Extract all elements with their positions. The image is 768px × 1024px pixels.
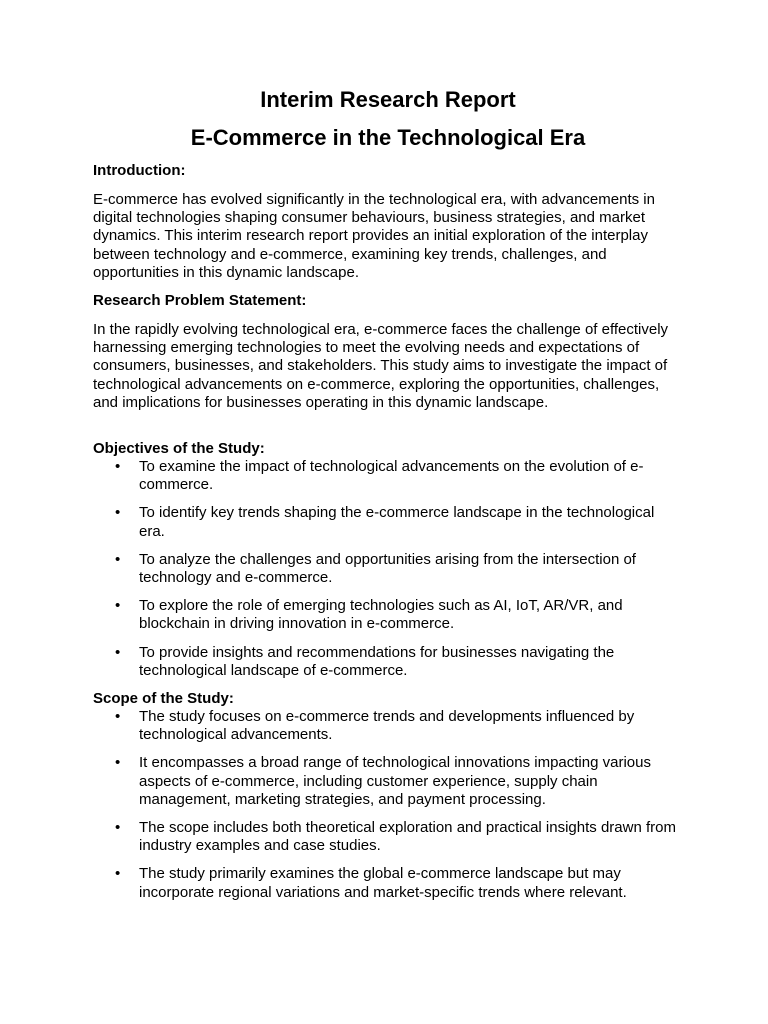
document-title: Interim Research Report bbox=[260, 87, 516, 112]
bullet-icon: • bbox=[115, 550, 121, 568]
bullet-icon: • bbox=[115, 708, 121, 726]
list-item: • To examine the impact of technological advancements on the evolution of e-commerce. bbox=[115, 458, 644, 494]
list-item: • To identify key trends shaping the e-commerce landscape in the technological era. bbox=[115, 504, 655, 540]
document-page bbox=[93, 86, 683, 912]
bullet-icon: • bbox=[115, 865, 121, 883]
scope-list bbox=[93, 708, 683, 902]
introduction-heading: Introduction: bbox=[93, 162, 186, 179]
introduction-paragraph: E-commerce has evolved significantly in the technological era, with advancements in digital technologies shaping consumer behaviours, business strategies, and market dynamics. This interim research report provides an initial exploration of the interplay between technology and e-commerce, examining key trends, challenges, and opportunities in this dynamic landscape. bbox=[93, 191, 655, 281]
objectives-list bbox=[93, 458, 683, 680]
bullet-icon: • bbox=[115, 754, 121, 772]
bullet-icon: • bbox=[115, 819, 121, 837]
problem-statement-paragraph: In the rapidly evolving technological era, e-commerce faces the challenge of effectively harnessing emerging technologies to meet the evolving needs and expectations of consumers, businesses, and stakeholders. This study aims to investigate the impact of technological advancements on e-commerce, exploring the opportunities, challenges, and implications for businesses operating in this dynamic landscape. bbox=[93, 321, 669, 411]
list-item: • To explore the role of emerging technologies such as AI, IoT, AR/VR, and blockchain in driving innovation in e-commerce. bbox=[115, 597, 623, 633]
list-item: • To provide insights and recommendations for businesses navigating the technological landscape of e-commerce. bbox=[115, 643, 615, 679]
document-subtitle: E-Commerce in the Technological Era bbox=[190, 125, 586, 150]
list-item: • The scope includes both theoretical exploration and practical insights drawn from industry examples and case studies. bbox=[115, 819, 676, 855]
bullet-icon: • bbox=[115, 504, 121, 522]
list-item: • The study focuses on e-commerce trends and developments influenced by technological advancements. bbox=[115, 708, 635, 744]
bullet-icon: • bbox=[115, 643, 121, 661]
objectives-heading: Objectives of the Study: bbox=[93, 440, 265, 458]
scope-heading: Scope of the Study: bbox=[93, 690, 234, 708]
list-item: • The study primarily examines the global e-commerce landscape but may incorporate regional variations and market-specific trends where relevant. bbox=[115, 865, 627, 901]
list-item: • To analyze the challenges and opportunities arising from the intersection of technology and e-commerce. bbox=[115, 550, 636, 587]
bullet-icon: • bbox=[115, 458, 121, 476]
problem-statement-heading: Research Problem Statement: bbox=[93, 292, 307, 310]
list-item: • It encompasses a broad range of technological innovations impacting various aspects of e-commerce, including customer experience, supply chain management, marketing strategies, and payment processing. bbox=[115, 754, 651, 808]
bullet-icon: • bbox=[115, 597, 121, 615]
